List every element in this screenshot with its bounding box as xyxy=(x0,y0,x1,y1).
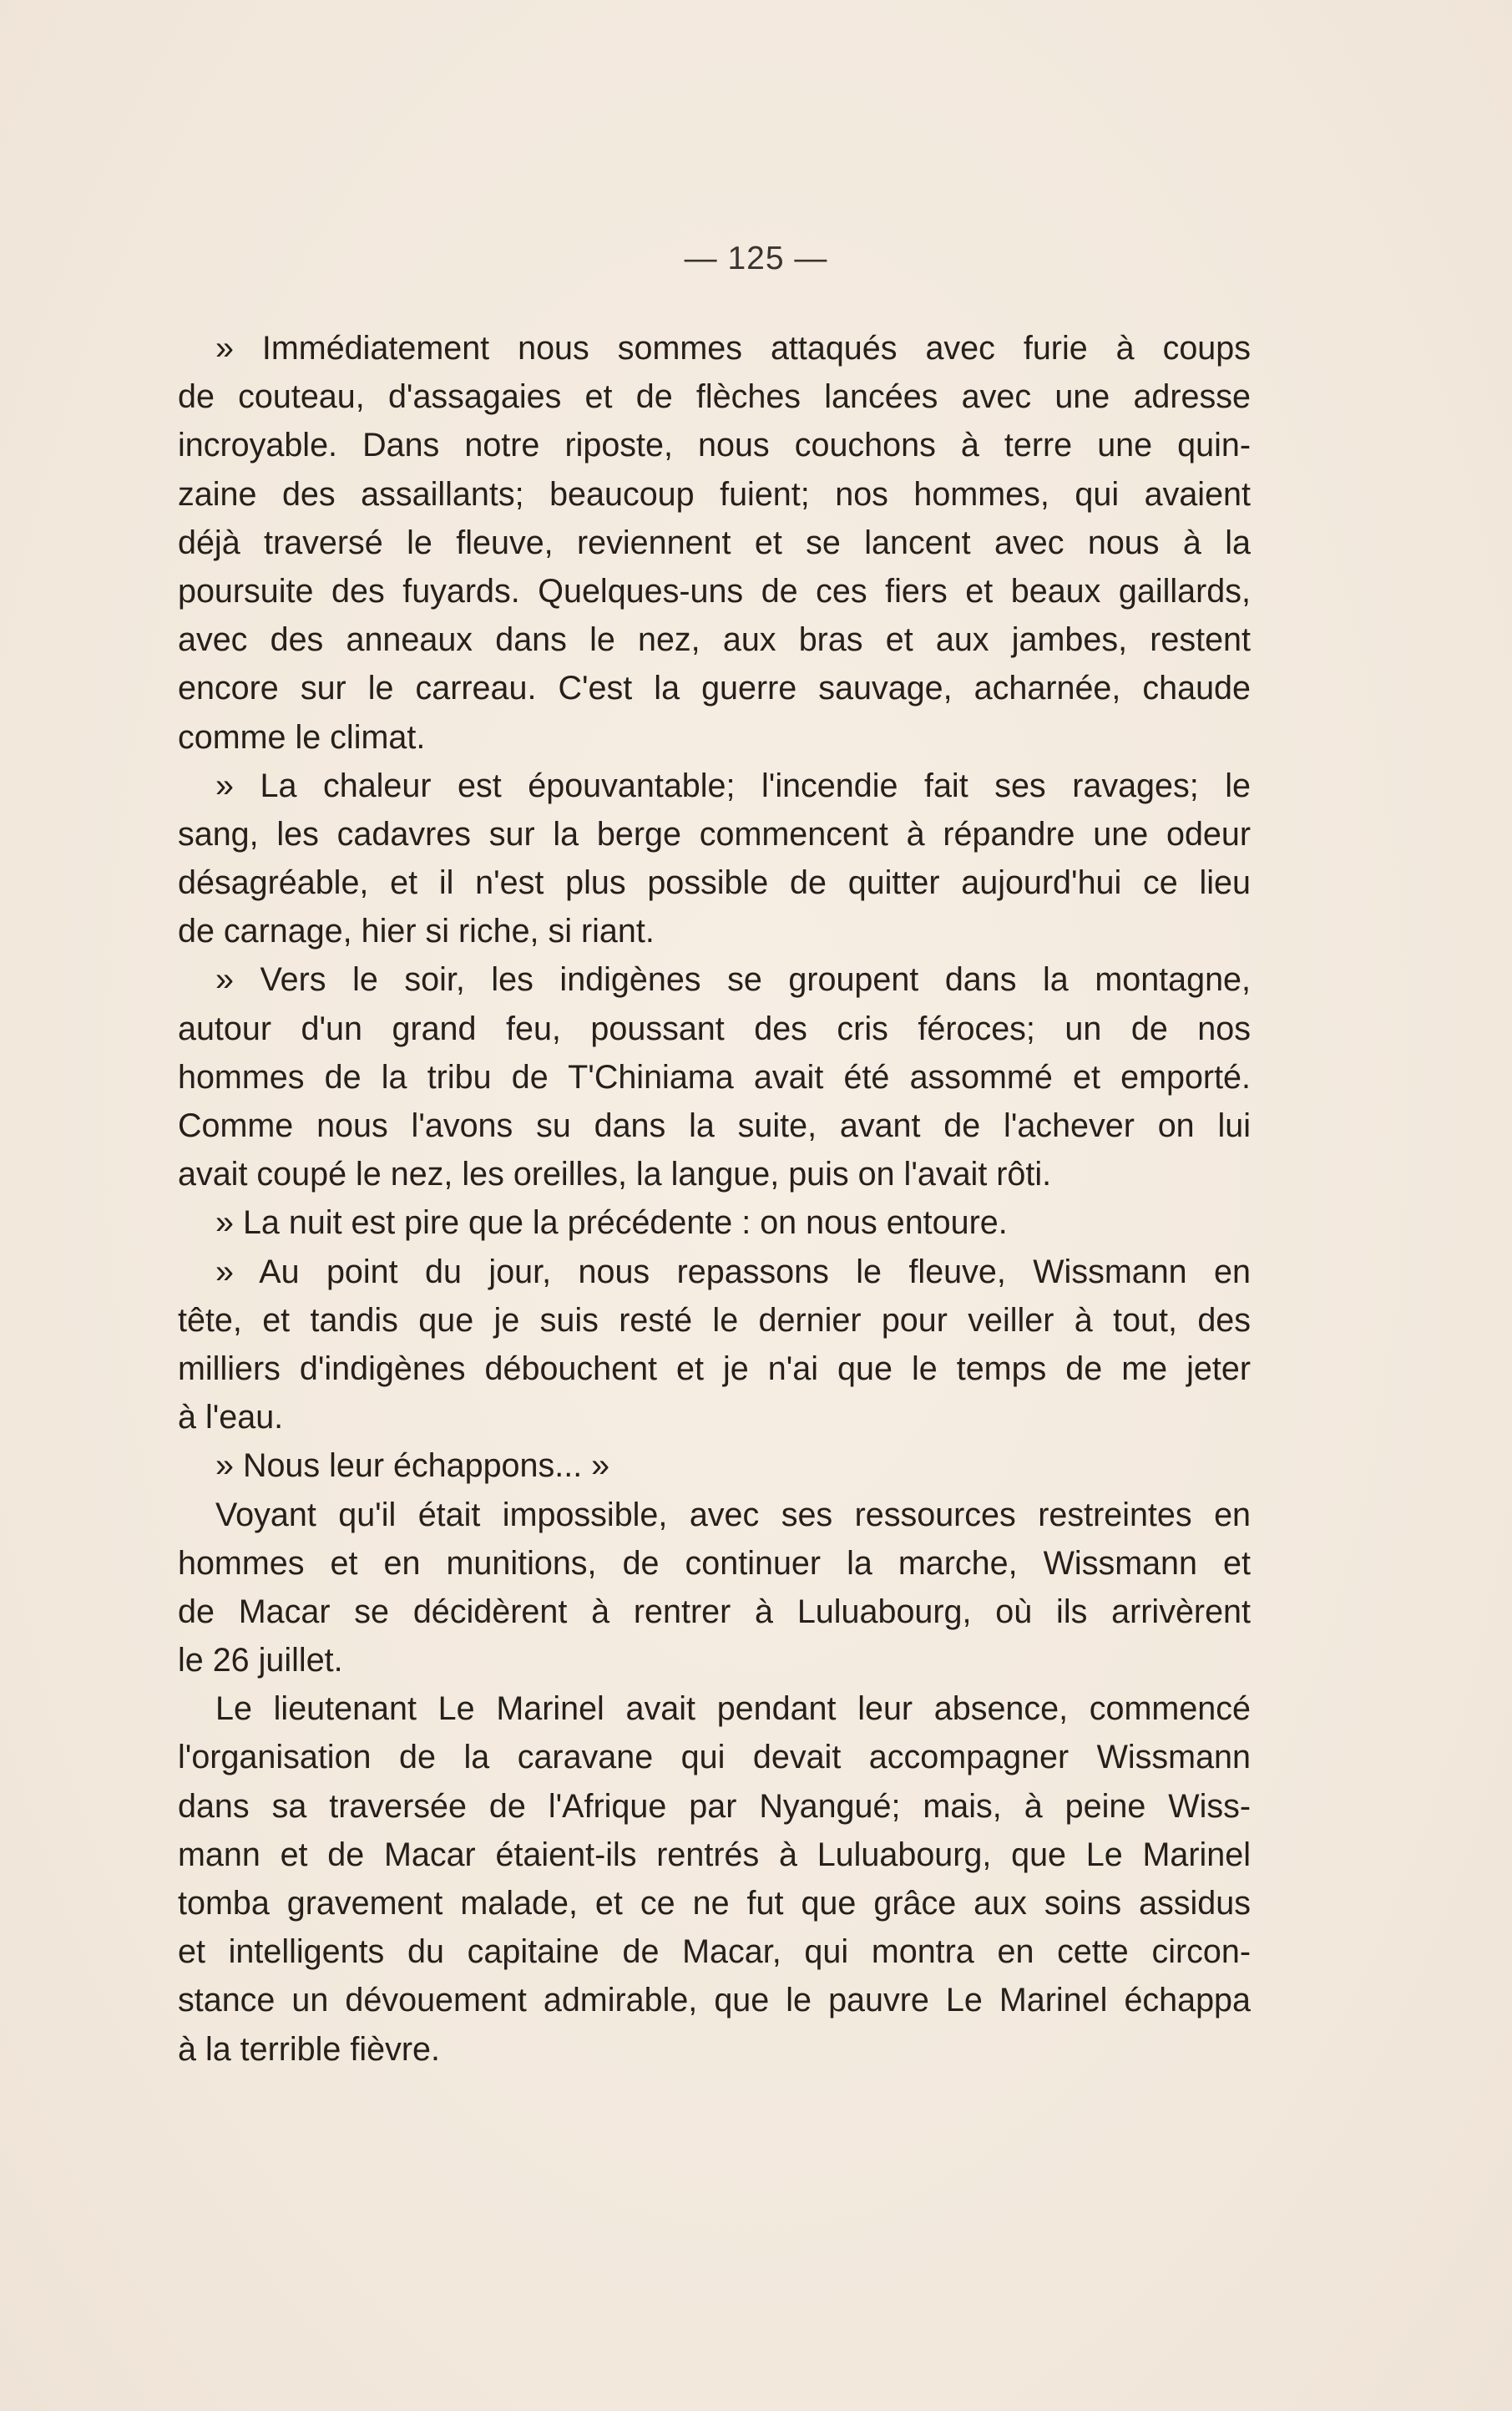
text-line: comme le climat. xyxy=(178,718,426,756)
paragraph xyxy=(178,1248,1251,1442)
text-line: de couteau, d'assagaies et de flèches lancées avec une adresse xyxy=(178,378,1251,416)
text-line: avait coupé le nez, les oreilles, la langue, puis on l'avait rôti. xyxy=(178,1156,1052,1193)
text-line: désagréable, et il n'est plus possible de quitter aujourd'hui ce lieu xyxy=(178,864,1251,902)
text-line: autour d'un grand feu, poussant des cris féroces; un de nos xyxy=(178,1010,1251,1047)
text-line: zaine des assaillants; beaucoup fuient; nos hommes, qui avaient xyxy=(178,475,1251,513)
paragraph xyxy=(178,1491,1251,1685)
text-line: stance un dévouement admirable, que le pauvre Le Marinel échappa xyxy=(178,1982,1251,2019)
text-line: » La chaleur est épouvantable; l'incendie fait ses ravages; le xyxy=(215,767,1251,804)
text-line: à l'eau. xyxy=(178,1399,284,1436)
text-line: déjà traversé le fleuve, reviennent et se lancent avec nous à la xyxy=(178,524,1251,561)
text-line: Le lieutenant Le Marinel avait pendant leur absence, commencé xyxy=(215,1690,1251,1728)
text-line: milliers d'indigènes débouchent et je n'ai que le temps de me jeter xyxy=(178,1350,1251,1387)
text-line: hommes de la tribu de T'Chiniama avait été assommé et emporté. xyxy=(178,1058,1251,1096)
text-line: » Nous leur échappons... » xyxy=(215,1447,610,1485)
text-line: encore sur le carreau. C'est la guerre sauvage, acharnée, chaude xyxy=(178,670,1251,707)
text-line: à la terrible fièvre. xyxy=(178,2030,440,2068)
paragraph xyxy=(178,1684,1251,2074)
text-line: l'organisation de la caravane qui devait accompagner Wissmann xyxy=(178,1739,1251,1776)
page-number: — 125 — xyxy=(684,241,828,276)
text-line: avec des anneaux dans le nez, aux bras et aux jambes, restent xyxy=(178,621,1251,659)
paragraph xyxy=(178,762,1251,956)
text-line: le 26 juillet. xyxy=(178,1642,343,1679)
text-line: de carnage, hier si riche, si riant. xyxy=(178,913,655,950)
text-line: de Macar se décidèrent à rentrer à Luluabourg, où ils arrivèrent xyxy=(178,1593,1251,1630)
text-line: Voyant qu'il était impossible, avec ses ressources restreintes en xyxy=(215,1496,1251,1533)
text-line: mann et de Macar étaient-ils rentrés à Luluabourg, que Le Marinel xyxy=(178,1836,1251,1873)
text-line: » Vers le soir, les indigènes se groupent dans la montagne, xyxy=(215,961,1251,999)
text-line: dans sa traversée de l'Afrique par Nyangué; mais, à peine Wiss- xyxy=(178,1787,1251,1825)
text-line: » Immédiatement nous sommes attaqués avec furie à coups xyxy=(215,330,1251,367)
text-line: sang, les cadavres sur la berge commencent à répandre une odeur xyxy=(178,815,1251,853)
paragraph xyxy=(178,955,1251,1198)
text-line: et intelligents du capitaine de Macar, qui montra en cette circon- xyxy=(178,1933,1251,1971)
text-line: hommes et en munitions, de continuer la marche, Wissmann et xyxy=(178,1544,1251,1582)
text-line: Comme nous l'avons su dans la suite, avant de l'achever on lui xyxy=(178,1107,1251,1144)
body-text xyxy=(178,324,1251,2074)
text-line: incroyable. Dans notre riposte, nous couchons à terre une quin- xyxy=(178,427,1251,464)
text-line: tomba gravement malade, et ce ne fut que grâce aux soins assidus xyxy=(178,1885,1251,1922)
text-line: » La nuit est pire que la précédente : on nous entoure. xyxy=(215,1204,1008,1242)
paragraph xyxy=(178,1441,1251,1490)
text-line: » Au point du jour, nous repassons le fleuve, Wissmann en xyxy=(215,1253,1251,1290)
paragraph xyxy=(178,324,1251,762)
paragraph xyxy=(178,1198,1251,1247)
text-line: tête, et tandis que je suis resté le dernier pour veiller à tout, des xyxy=(178,1301,1251,1339)
text-line: poursuite des fuyards. Quelques-uns de ces fiers et beaux gaillards, xyxy=(178,572,1251,610)
